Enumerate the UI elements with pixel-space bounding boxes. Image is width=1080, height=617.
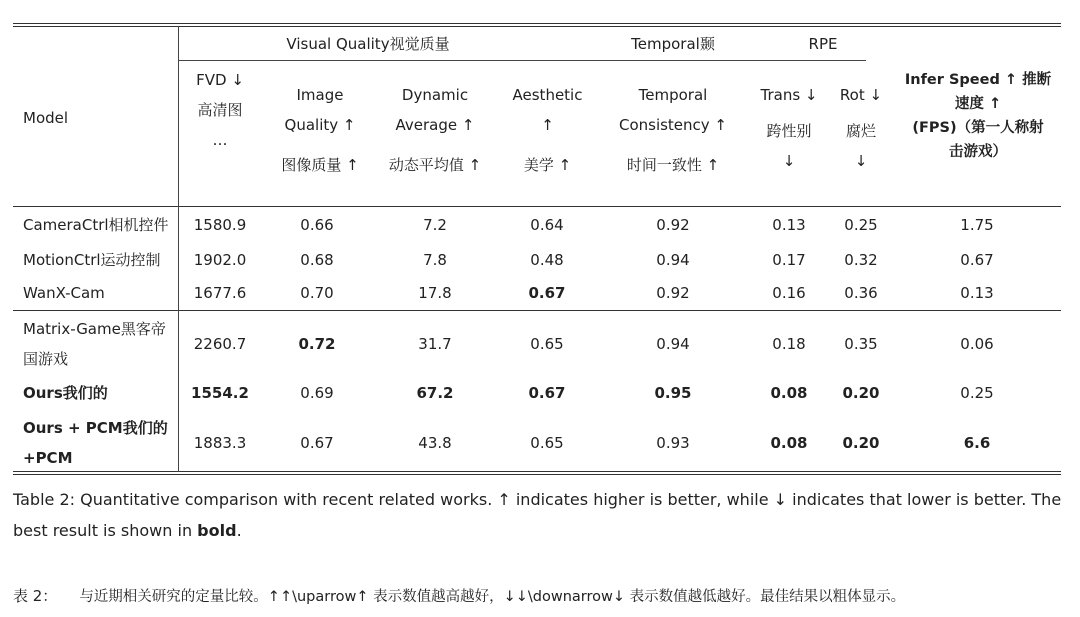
col-trans (753, 80, 825, 176)
col-image-quality-line1: Image (296, 86, 344, 104)
table-cell: 0.32 (844, 251, 878, 269)
table-cell: 67.2 (416, 384, 454, 402)
table-cell: 0.13 (960, 284, 994, 302)
table-row-model (23, 278, 105, 308)
table-cell: 0.08 (770, 434, 808, 452)
col-dynamic-average-line2: Average ↑ (395, 116, 475, 134)
caption-english-line2-suffix: . (236, 521, 242, 540)
table-row-model-line: 国游戏 (23, 350, 69, 368)
table-cell: 31.7 (418, 335, 452, 353)
table-cell: 0.06 (960, 335, 994, 353)
table-cell: 0.16 (772, 284, 806, 302)
group-separator-rule (13, 310, 1061, 311)
top-rule-2 (13, 26, 1061, 27)
table-cell: 0.25 (844, 216, 878, 234)
col-aesthetic-line3: 美学 ↑ (523, 156, 572, 174)
col-temporal-consistency-line1: Temporal (638, 86, 708, 104)
table-cell: 0.65 (530, 434, 564, 452)
table-row-model-line: Ours我们的 (23, 384, 108, 402)
table-cell: 0.92 (656, 216, 690, 234)
table-cell: 0.92 (656, 284, 690, 302)
table-cell: 0.94 (656, 335, 690, 353)
col-image-quality (265, 80, 375, 180)
table-cell: 0.67 (528, 284, 566, 302)
table-row-model-line: Ours + PCM我们的 (23, 419, 168, 437)
table-cell: 0.18 (772, 335, 806, 353)
group-header-underline (179, 60, 866, 61)
col-fvd-line2: 高清图 (197, 101, 243, 119)
table-cell: 0.17 (772, 251, 806, 269)
caption-english (13, 484, 1068, 546)
table-cell: 0.72 (298, 335, 336, 353)
col-dynamic-average-line3: 动态平均值 ↑ (388, 156, 482, 174)
table-cell: 0.95 (654, 384, 692, 402)
table-cell: 6.6 (963, 434, 991, 452)
col-aesthetic-line1: Aesthetic (512, 86, 583, 104)
col-image-quality-line2: Quality ↑ (284, 116, 356, 134)
table-cell: 7.8 (423, 251, 447, 269)
table-cell: 0.20 (842, 384, 880, 402)
table-cell: 0.67 (300, 434, 334, 452)
group-rpe: RPE (808, 35, 838, 53)
table-cell: 0.36 (844, 284, 878, 302)
table-cell: 0.25 (960, 384, 994, 402)
col-temporal-consistency-line2: Consistency ↑ (618, 116, 728, 134)
col-rot (831, 80, 891, 176)
caption-chinese-label: 表 2： (13, 587, 58, 605)
col-infer-speed-line3: (FPS)（第一人称射 (912, 120, 1044, 136)
caption-english-line2-prefix: best result is shown in (13, 521, 198, 540)
col-rot-line2: 腐烂 (845, 122, 876, 140)
table-row-model-line: MotionCtrl运动控制 (23, 251, 161, 269)
table-cell: 0.69 (300, 384, 334, 402)
table-cell: 0.35 (844, 335, 878, 353)
col-temporal-consistency-line3: 时间一致性 ↑ (626, 156, 720, 174)
table-cell: 0.67 (528, 384, 566, 402)
table-cell: 0.64 (530, 216, 564, 234)
caption-english-line1: Table 2: Quantitative comparison with recent related works. ↑ indicates higher is better, while ↓ indicates that lower is better. The (13, 490, 1062, 509)
table-cell: 1902.0 (193, 251, 247, 269)
table-cell: 0.93 (656, 434, 690, 452)
header-bottom-rule (13, 206, 1061, 207)
col-infer-speed-line4: 击游戏） (949, 144, 1007, 160)
col-trans-line2: 跨性别 (766, 122, 812, 140)
table-cell: 1.75 (960, 216, 994, 234)
group-visual-quality: Visual Quality视觉质量 (286, 35, 450, 53)
table-cell: 0.08 (770, 384, 808, 402)
table-cell: 1883.3 (193, 434, 247, 452)
caption-chinese (13, 585, 1073, 608)
col-infer-speed-line2: 速度 ↑ (954, 96, 1002, 112)
table-row-model-line: CameraCtrl相机控件 (23, 216, 169, 234)
bottom-rule-2 (13, 474, 1061, 475)
table-cell: 7.2 (423, 216, 447, 234)
table-row-model (23, 413, 168, 473)
table-cell: 17.8 (418, 284, 452, 302)
table-row-model-line: +PCM (23, 449, 73, 467)
table-row-model (23, 378, 108, 408)
bottom-rule (13, 471, 1061, 472)
col-infer-speed-line1: Infer Speed ↑ 推断 (904, 72, 1052, 88)
col-dynamic-average (375, 80, 495, 180)
table-cell: 2260.7 (193, 335, 247, 353)
table-row-model-line: WanX-Cam (23, 284, 105, 302)
col-temporal-consistency (608, 80, 738, 180)
table-row-model (23, 210, 169, 240)
table-cell: 1554.2 (191, 384, 249, 402)
col-fvd (183, 65, 257, 155)
col-rot-line3: ↓ (854, 152, 868, 170)
table-cell: 0.94 (656, 251, 690, 269)
group-temporal: Temporal颞 (631, 35, 715, 53)
model-column-divider (178, 26, 179, 472)
results-table (13, 23, 1061, 475)
top-rule (13, 23, 1061, 24)
table-row-model (23, 245, 161, 275)
table-cell: 43.8 (418, 434, 452, 452)
table-cell: 0.48 (530, 251, 564, 269)
model-header: Model (23, 109, 69, 127)
col-image-quality-line3: 图像质量 ↑ (281, 156, 359, 174)
col-aesthetic-line2: ↑ (541, 116, 554, 134)
table-cell: 0.20 (842, 434, 880, 452)
col-trans-line1: Trans ↓ (760, 86, 818, 104)
caption-chinese-text: 与近期相关研究的定量比较。↑↑\uparrow↑ 表示数值越高越好，↓↓\downarrow↓ 表示数值越低越好。最佳结果以粗体显示。 (79, 589, 906, 605)
table-cell: 0.70 (300, 284, 334, 302)
table-cell: 1677.6 (193, 284, 247, 302)
col-rot-line1: Rot ↓ (839, 86, 883, 104)
col-infer-speed (898, 68, 1058, 164)
table-row-model-line: Matrix-Game黑客帝 (23, 320, 166, 338)
col-fvd-line3: … (212, 131, 228, 149)
table-row-model (23, 314, 166, 374)
caption-english-line2 (13, 515, 1068, 546)
table-cell: 0.67 (960, 251, 994, 269)
table-cell: 0.66 (300, 216, 334, 234)
col-dynamic-average-line1: Dynamic (401, 86, 469, 104)
col-trans-line3: ↓ (782, 152, 796, 170)
table-cell: 0.13 (772, 216, 806, 234)
col-aesthetic (505, 80, 590, 180)
table-cell: 0.68 (300, 251, 334, 269)
table-cell: 0.65 (530, 335, 564, 353)
caption-english-bold-word: bold (197, 521, 237, 540)
table-cell: 1580.9 (193, 216, 247, 234)
col-fvd-line1: FVD ↓ (196, 71, 244, 89)
